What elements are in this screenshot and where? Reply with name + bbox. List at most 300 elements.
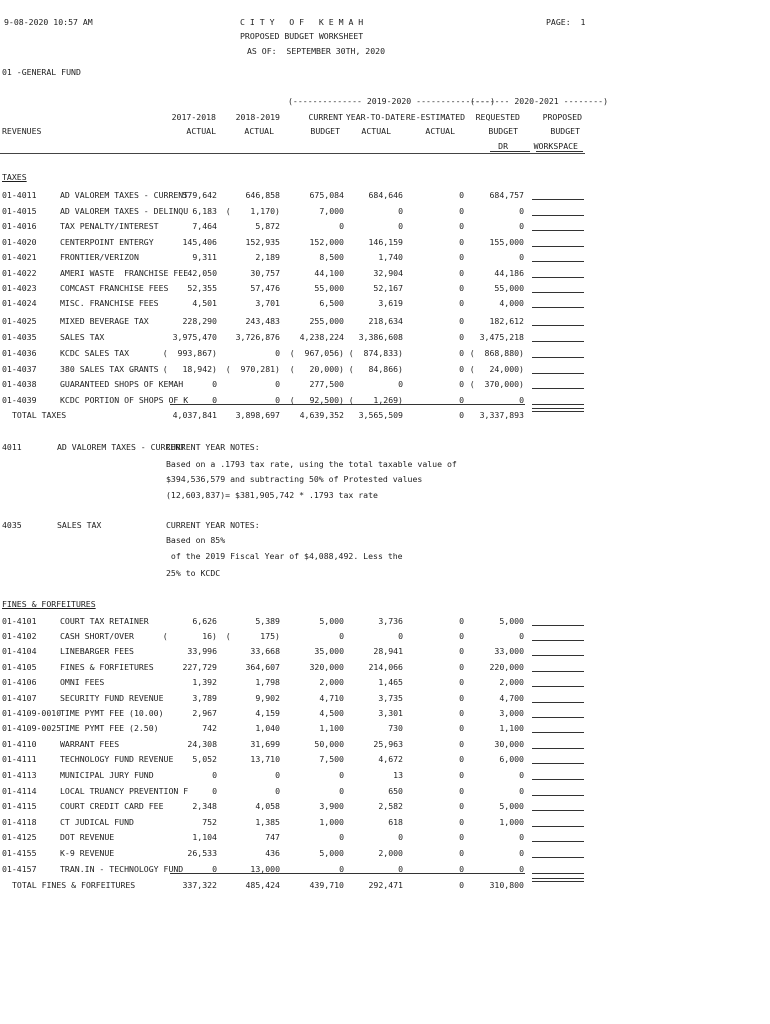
amount-cell: 3,726,876	[235, 332, 280, 342]
subtotal-rule	[170, 873, 525, 874]
account-description: OMNI FEES	[60, 677, 105, 687]
report-datetime: 9-08-2020 10:57 AM	[4, 17, 93, 27]
col-reestimated-1: RE-ESTIMATED	[405, 112, 465, 122]
amount-cell: 0	[459, 631, 464, 641]
amount-cell: 1,465	[378, 677, 403, 687]
amount-cell: 4,159	[255, 708, 280, 718]
amount-cell: 0	[339, 786, 344, 796]
col-2018-2019-type: ACTUAL	[244, 126, 274, 136]
account-description: MUNICIPAL JURY FUND	[60, 770, 154, 780]
workspace-entry-field[interactable]	[532, 215, 584, 216]
amount-cell: 646,858	[245, 190, 280, 200]
amount-cell: 0	[459, 848, 464, 858]
account-number: 01-4115	[2, 801, 37, 811]
workspace-entry-field[interactable]	[532, 841, 584, 842]
account-number: 01-4155	[2, 848, 37, 858]
account-number: 01-4157	[2, 864, 37, 874]
amount-cell: 13,710	[250, 754, 280, 764]
account-description: TAX PENALTY/INTEREST	[60, 221, 159, 231]
amount-cell: 0	[339, 864, 344, 874]
workspace-entry-field[interactable]	[532, 199, 584, 200]
amount-cell: 3,900	[319, 801, 344, 811]
amount-cell: 2,967	[192, 708, 217, 718]
amount-cell: 1,104	[192, 832, 217, 842]
workspace-entry-field[interactable]	[532, 686, 584, 687]
column-group-2019-2020: (-------------- 2019-2020 ---------------)	[288, 96, 496, 106]
amount-cell: 1,000	[499, 817, 524, 827]
amount-cell: 55,000	[494, 283, 524, 293]
amount-cell: 0	[459, 739, 464, 749]
amount-cell: 436	[265, 848, 280, 858]
note-line: of the 2019 Fiscal Year of $4,088,492. Less the	[166, 551, 403, 561]
amount-cell: 0	[519, 395, 524, 405]
amount-cell: 0	[459, 723, 464, 733]
amount-cell: 152,000	[309, 237, 344, 247]
amount-cell: 4,501	[192, 298, 217, 308]
amount-cell: 7,000	[319, 206, 344, 216]
amount-cell: 7,500	[319, 754, 344, 764]
amount-cell: 4,000	[499, 298, 524, 308]
account-description: TIME PYMT FEE (10.00)	[60, 708, 164, 718]
amount-cell: 228,290	[182, 316, 217, 326]
note-line: 25% to KCDC	[166, 568, 221, 578]
total-double-rule	[532, 408, 584, 412]
workspace-entry-field[interactable]	[532, 625, 584, 626]
amount-cell: 0	[459, 693, 464, 703]
workspace-entry-field[interactable]	[532, 325, 584, 326]
amount-cell: 13	[393, 770, 403, 780]
amount-cell: ( 24,000)	[469, 364, 524, 374]
amount-cell: 0	[459, 708, 464, 718]
amount-cell: 218,634	[368, 316, 403, 326]
amount-cell: 752	[202, 817, 217, 827]
amount-cell: 57,476	[250, 283, 280, 293]
account-number: 01-4104	[2, 646, 37, 656]
amount-cell: 0	[459, 754, 464, 764]
account-description: SALES TAX	[60, 332, 105, 342]
amount-cell: 2,000	[319, 677, 344, 687]
amount-cell: 1,100	[319, 723, 344, 733]
amount-cell: 33,996	[187, 646, 217, 656]
amount-cell: 32,904	[373, 268, 403, 278]
amount-cell: 0	[459, 237, 464, 247]
amount-cell: 0	[459, 348, 464, 358]
workspace-entry-field[interactable]	[532, 795, 584, 796]
col-proposed-3: WORKSPACE	[533, 141, 578, 151]
account-number: 01-4106	[2, 677, 37, 687]
account-number: 01-4020	[2, 237, 37, 247]
amount-cell: 0	[459, 332, 464, 342]
header-underline-workspace	[536, 151, 583, 152]
amount-cell: 0	[459, 395, 464, 405]
amount-cell: ( 20,000)	[289, 364, 344, 374]
workspace-entry-field[interactable]	[532, 717, 584, 718]
amount-cell: ( 970,281)	[225, 364, 280, 374]
account-number: 01-4016	[2, 221, 37, 231]
total-amount-cell: 337,322	[182, 880, 217, 890]
amount-cell: 0	[275, 770, 280, 780]
account-number: 01-4038	[2, 379, 37, 389]
account-description: COURT CREDIT CARD FEE	[60, 801, 164, 811]
amount-cell: 0	[519, 221, 524, 231]
amount-cell: 3,619	[378, 298, 403, 308]
revenues-label: REVENUES	[2, 126, 42, 136]
col-proposed-2: BUDGET	[550, 126, 580, 136]
total-double-rule	[532, 878, 584, 882]
section-heading-fines: FINES & FORFEITURES	[2, 599, 96, 609]
note-label: CURRENT YEAR NOTES:	[166, 520, 260, 530]
account-description: MISC. FRANCHISE FEES	[60, 298, 159, 308]
amount-cell: 35,000	[314, 646, 344, 656]
amount-cell: 0	[519, 206, 524, 216]
workspace-entry-field[interactable]	[532, 292, 584, 293]
amount-cell: 277,500	[309, 379, 344, 389]
amount-cell: 9,311	[192, 252, 217, 262]
total-amount-cell: 3,337,893	[479, 410, 524, 420]
amount-cell: 0	[398, 832, 403, 842]
account-description: GUARANTEED SHOPS OF KEMAH	[60, 379, 184, 389]
total-amount-cell: 4,639,352	[299, 410, 344, 420]
col-requested-1: REQUESTED	[475, 112, 520, 122]
amount-cell: 0	[459, 677, 464, 687]
amount-cell: 0	[459, 864, 464, 874]
amount-cell: 5,052	[192, 754, 217, 764]
account-number: 01-4105	[2, 662, 37, 672]
amount-cell: ( 868,880)	[469, 348, 524, 358]
account-number: 01-4109-0010	[2, 708, 62, 718]
account-description: AD VALOREM TAXES - DELINQU	[60, 206, 189, 216]
amount-cell: 6,626	[192, 616, 217, 626]
amount-cell: 2,000	[378, 848, 403, 858]
amount-cell: 0	[212, 786, 217, 796]
account-number: 01-4114	[2, 786, 37, 796]
amount-cell: 0	[398, 379, 403, 389]
amount-cell: 2,000	[499, 677, 524, 687]
amount-cell: 146,159	[368, 237, 403, 247]
note-line: (12,603,837)= $381,905,742 * .1793 tax rate	[166, 490, 378, 500]
amount-cell: 155,000	[489, 237, 524, 247]
amount-cell: 3,475,218	[479, 332, 524, 342]
amount-cell: 0	[339, 832, 344, 842]
city-name: C I T Y O F K E M A H	[240, 17, 364, 27]
amount-cell: 0	[339, 770, 344, 780]
account-number: 01-4037	[2, 364, 37, 374]
note-line: Based on a .1793 tax rate, using the total taxable value of	[166, 459, 457, 469]
amount-cell: 0	[519, 786, 524, 796]
total-amount-cell: 4,037,841	[172, 410, 217, 420]
amount-cell: ( 370,000)	[469, 379, 524, 389]
workspace-entry-field[interactable]	[532, 640, 584, 641]
amount-cell: 0	[519, 631, 524, 641]
amount-cell: 24,308	[187, 739, 217, 749]
account-description: AMERI WASTE FRANCHISE FEE	[60, 268, 189, 278]
amount-cell: 4,238,224	[299, 332, 344, 342]
amount-cell: 0	[459, 662, 464, 672]
note-acct: 4011	[2, 442, 22, 452]
amount-cell: 0	[519, 864, 524, 874]
workspace-entry-field[interactable]	[532, 748, 584, 749]
amount-cell: 0	[459, 283, 464, 293]
amount-cell: 0	[275, 395, 280, 405]
col-2017-2018-type: ACTUAL	[186, 126, 216, 136]
workspace-entry-field[interactable]	[532, 779, 584, 780]
amount-cell: 227,729	[182, 662, 217, 672]
workspace-entry-field[interactable]	[532, 230, 584, 231]
amount-cell: 6,183	[192, 206, 217, 216]
amount-cell: 0	[459, 221, 464, 231]
section-heading-taxes: TAXES	[2, 172, 27, 182]
amount-cell: 33,000	[494, 646, 524, 656]
amount-cell: 0	[398, 864, 403, 874]
amount-cell: ( 92,500)	[289, 395, 344, 405]
amount-cell: 2,582	[378, 801, 403, 811]
amount-cell: 182,612	[489, 316, 524, 326]
amount-cell: 650	[388, 786, 403, 796]
workspace-entry-field[interactable]	[532, 732, 584, 733]
amount-cell: 0	[459, 616, 464, 626]
account-description: CENTERPOINT ENTERGY	[60, 237, 154, 247]
amount-cell: 0	[459, 786, 464, 796]
col-reestimated-2: ACTUAL	[425, 126, 455, 136]
amount-cell: 5,389	[255, 616, 280, 626]
workspace-entry-field[interactable]	[532, 341, 584, 342]
page-number: PAGE: 1	[546, 17, 586, 27]
workspace-entry-field[interactable]	[532, 357, 584, 358]
account-number: 01-4022	[2, 268, 37, 278]
amount-cell: 0	[459, 817, 464, 827]
workspace-entry-field[interactable]	[532, 277, 584, 278]
amount-cell: 579,642	[182, 190, 217, 200]
account-description: KCDC PORTION OF SHOPS OF K	[60, 395, 189, 405]
amount-cell: 220,000	[489, 662, 524, 672]
amount-cell: 55,000	[314, 283, 344, 293]
total-amount-cell: 485,424	[245, 880, 280, 890]
amount-cell: 3,386,608	[358, 332, 403, 342]
amount-cell: 4,700	[499, 693, 524, 703]
total-taxes-label: TOTAL TAXES	[12, 410, 67, 420]
amount-cell: ( 1,170)	[225, 206, 280, 216]
amount-cell: 25,963	[373, 739, 403, 749]
amount-cell: 0	[275, 786, 280, 796]
workspace-entry-field[interactable]	[532, 873, 584, 874]
account-number: 01-4111	[2, 754, 37, 764]
report-title: PROPOSED BUDGET WORKSHEET	[240, 31, 364, 41]
fund-name: 01 -GENERAL FUND	[2, 67, 81, 77]
amount-cell: 0	[275, 348, 280, 358]
amount-cell: 255,000	[309, 316, 344, 326]
amount-cell: 0	[459, 379, 464, 389]
account-description: TIME PYMT FEE (2.50)	[60, 723, 159, 733]
amount-cell: 5,872	[255, 221, 280, 231]
col-2017-2018-year: 2017-2018	[171, 112, 216, 122]
amount-cell: ( 967,056)	[289, 348, 344, 358]
amount-cell: 0	[459, 316, 464, 326]
amount-cell: 742	[202, 723, 217, 733]
header-rule	[0, 153, 585, 154]
amount-cell: 684,646	[368, 190, 403, 200]
account-number: 01-4109-0025	[2, 723, 62, 733]
total-amount-cell: 0	[459, 410, 464, 420]
total-amount-cell: 292,471	[368, 880, 403, 890]
account-number: 01-4107	[2, 693, 37, 703]
account-number: 01-4021	[2, 252, 37, 262]
amount-cell: 5,000	[499, 616, 524, 626]
amount-cell: 33,668	[250, 646, 280, 656]
amount-cell: 3,736	[378, 616, 403, 626]
col-proposed-1: PROPOSED	[542, 112, 582, 122]
amount-cell: 0	[212, 379, 217, 389]
amount-cell: 7,464	[192, 221, 217, 231]
col-current-budget-2: BUDGET	[310, 126, 340, 136]
account-number: 01-4036	[2, 348, 37, 358]
account-description: FINES & FORFIETURES	[60, 662, 154, 672]
account-number: 01-4113	[2, 770, 37, 780]
amount-cell: 214,066	[368, 662, 403, 672]
account-description: SECURITY FUND REVENUE	[60, 693, 164, 703]
amount-cell: 30,000	[494, 739, 524, 749]
header-underline-dr	[490, 151, 530, 152]
amount-cell: 8,500	[319, 252, 344, 262]
account-number: 01-4035	[2, 332, 37, 342]
amount-cell: 0	[212, 770, 217, 780]
amount-cell: 0	[519, 770, 524, 780]
amount-cell: 0	[459, 364, 464, 374]
account-number: 01-4015	[2, 206, 37, 216]
amount-cell: 13,000	[250, 864, 280, 874]
amount-cell: 0	[212, 864, 217, 874]
amount-cell: 0	[459, 832, 464, 842]
total-fines-label: TOTAL FINES & FORFEITURES	[12, 880, 136, 890]
amount-cell: 0	[459, 206, 464, 216]
amount-cell: 5,000	[499, 801, 524, 811]
total-amount-cell: 0	[459, 880, 464, 890]
amount-cell: 0	[459, 770, 464, 780]
account-description: WARRANT FEES	[60, 739, 120, 749]
amount-cell: 747	[265, 832, 280, 842]
amount-cell: 4,710	[319, 693, 344, 703]
amount-cell: ( 84,866)	[348, 364, 403, 374]
amount-cell: 0	[212, 395, 217, 405]
amount-cell: 3,975,470	[172, 332, 217, 342]
amount-cell: 0	[459, 646, 464, 656]
amount-cell: 0	[398, 221, 403, 231]
account-number: 01-4039	[2, 395, 37, 405]
account-description: COURT TAX RETAINER	[60, 616, 149, 626]
amount-cell: 1,040	[255, 723, 280, 733]
amount-cell: 1,100	[499, 723, 524, 733]
amount-cell: ( 874,833)	[348, 348, 403, 358]
account-number: 01-4125	[2, 832, 37, 842]
workspace-entry-field[interactable]	[532, 763, 584, 764]
amount-cell: 684,757	[489, 190, 524, 200]
workspace-entry-field[interactable]	[532, 307, 584, 308]
account-number: 01-4011	[2, 190, 37, 200]
workspace-entry-field[interactable]	[532, 373, 584, 374]
workspace-entry-field[interactable]	[532, 388, 584, 389]
account-description: DOT REVENUE	[60, 832, 115, 842]
amount-cell: 26,533	[187, 848, 217, 858]
amount-cell: 0	[459, 252, 464, 262]
note-desc: AD VALOREM TAXES - CURRENT	[57, 442, 186, 452]
amount-cell: ( 993,867)	[162, 348, 217, 358]
workspace-entry-field[interactable]	[532, 655, 584, 656]
total-amount-cell: 3,898,697	[235, 410, 280, 420]
amount-cell: 0	[398, 631, 403, 641]
amount-cell: 44,100	[314, 268, 344, 278]
amount-cell: 31,699	[250, 739, 280, 749]
total-amount-cell: 3,565,509	[358, 410, 403, 420]
col-requested-2: BUDGET	[488, 126, 518, 136]
amount-cell: 320,000	[309, 662, 344, 672]
amount-cell: 0	[398, 206, 403, 216]
amount-cell: 152,935	[245, 237, 280, 247]
amount-cell: 364,607	[245, 662, 280, 672]
amount-cell: 1,000	[319, 817, 344, 827]
amount-cell: 0	[519, 252, 524, 262]
note-desc: SALES TAX	[57, 520, 102, 530]
amount-cell: 675,084	[309, 190, 344, 200]
amount-cell: 1,385	[255, 817, 280, 827]
amount-cell: 0	[339, 221, 344, 231]
workspace-entry-field[interactable]	[532, 261, 584, 262]
col-ytd-actual-1: YEAR-TO-DATE	[345, 112, 405, 122]
account-number: 01-4102	[2, 631, 37, 641]
workspace-entry-field[interactable]	[532, 671, 584, 672]
workspace-entry-field[interactable]	[532, 246, 584, 247]
amount-cell: 2,348	[192, 801, 217, 811]
amount-cell: 0	[459, 190, 464, 200]
account-description: MIXED BEVERAGE TAX	[60, 316, 149, 326]
account-description: K-9 REVENUE	[60, 848, 115, 858]
amount-cell: 0	[339, 631, 344, 641]
col-current-budget-1: CURRENT	[308, 112, 343, 122]
amount-cell: 1,798	[255, 677, 280, 687]
note-line: Based on 85%	[166, 535, 226, 545]
account-number: 01-4118	[2, 817, 37, 827]
total-amount-cell: 439,710	[309, 880, 344, 890]
amount-cell: 0	[459, 298, 464, 308]
amount-cell: 52,355	[187, 283, 217, 293]
amount-cell: 0	[519, 832, 524, 842]
note-line: $394,536,579 and subtracting 50% of Protested values	[166, 474, 423, 484]
amount-cell: 0	[275, 379, 280, 389]
account-description: LINEBARGER FEES	[60, 646, 134, 656]
account-number: 01-4110	[2, 739, 37, 749]
amount-cell: 28,941	[373, 646, 403, 656]
col-2018-2019-year: 2018-2019	[235, 112, 280, 122]
workspace-entry-field[interactable]	[532, 810, 584, 811]
account-description: COMCAST FRANCHISE FEES	[60, 283, 169, 293]
account-description: CASH SHORT/OVER	[60, 631, 134, 641]
workspace-entry-field[interactable]	[532, 702, 584, 703]
workspace-entry-field[interactable]	[532, 857, 584, 858]
amount-cell: 0	[459, 268, 464, 278]
amount-cell: ( 18,942)	[162, 364, 217, 374]
amount-cell: 3,000	[499, 708, 524, 718]
amount-cell: 44,186	[494, 268, 524, 278]
workspace-entry-field[interactable]	[532, 826, 584, 827]
amount-cell: 42,050	[187, 268, 217, 278]
amount-cell: 618	[388, 817, 403, 827]
account-description: TECHNOLOGY FUND REVENUE	[60, 754, 174, 764]
amount-cell: 4,500	[319, 708, 344, 718]
workspace-entry-field[interactable]	[532, 404, 584, 405]
amount-cell: 1,740	[378, 252, 403, 262]
account-description: KCDC SALES TAX	[60, 348, 130, 358]
report-as-of: AS OF: SEPTEMBER 30TH, 2020	[247, 46, 386, 56]
amount-cell: 30,757	[250, 268, 280, 278]
amount-cell: 4,058	[255, 801, 280, 811]
